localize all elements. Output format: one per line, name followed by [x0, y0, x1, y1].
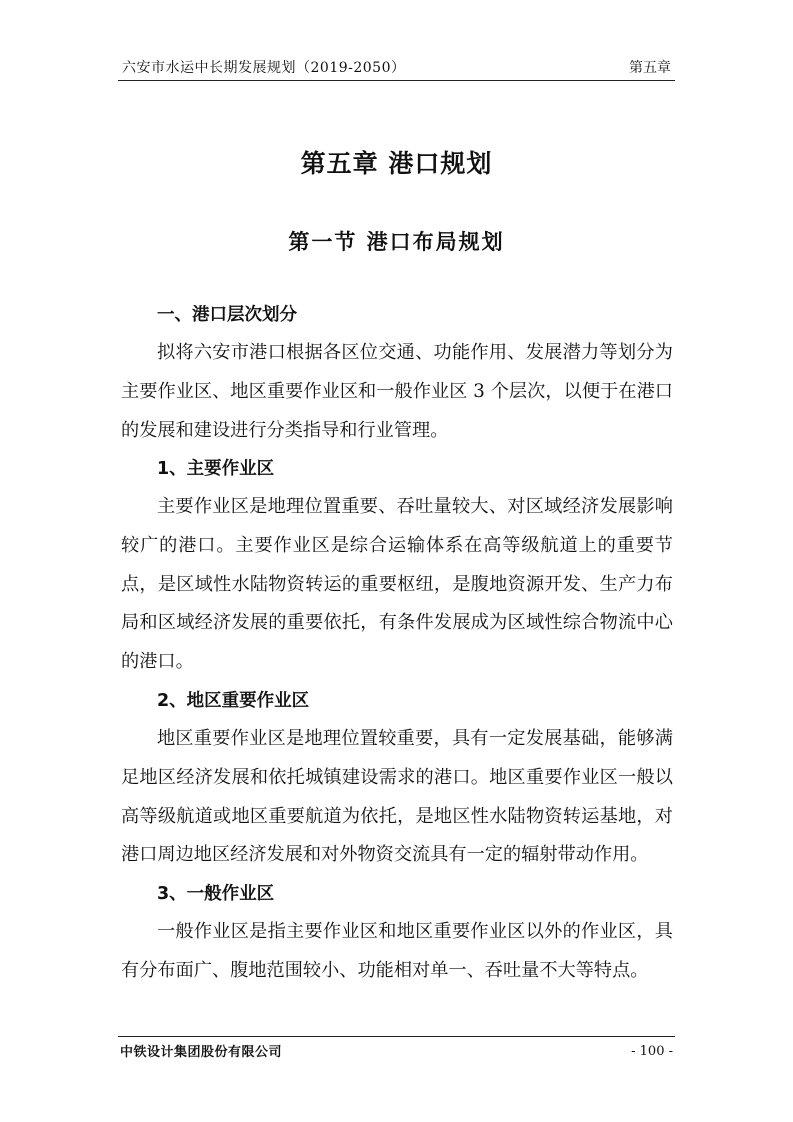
paragraph-regional-operation-area: 地区重要作业区是地理位置较重要，具有一定发展基础，能够满足地区经济发展和依托城镇建设需求的港口。地区重要作业区一般以高等级航道或地区重要航道为依托，是地区性水陆物资转运基地，对港口周边地区经济发展和对外物资交流具有一定的辐射带动作用。 — [121, 728, 673, 866]
document-body — [121, 296, 673, 991]
section-title: 第一节 港口布局规划 — [288, 229, 505, 254]
header-chapter-label: 第五章 — [629, 60, 671, 76]
heading-main-operation-area: 1、主要作业区 — [157, 459, 275, 479]
page-number: - 100 - — [631, 1044, 673, 1059]
paragraph-main-operation-area: 主要作业区是地理位置重要、吞吐量较大、对区域经济发展影响较广的港口。主要作业区是综合运输体系在高等级航道上的重要节点，是区域性水陆物资转运的重要枢纽，是腹地资源开发、生产力布局和区域经济发展的重要依托，有条件发展成为区域性综合物流中心的港口。 — [121, 496, 673, 673]
heading-port-hierarchy: 一、港口层次划分 — [157, 305, 297, 325]
paragraph-port-hierarchy: 拟将六安市港口根据各区位交通、功能作用、发展潜力等划分为主要作业区、地区重要作业区和一般作业区 3 个层次，以便于在港口的发展和建设进行分类指导和行业管理。 — [121, 342, 673, 441]
header-document-title: 六安市水运中长期发展规划（2019-2050） — [122, 60, 406, 76]
page-header — [118, 52, 675, 81]
heading-general-operation-area: 3、一般作业区 — [157, 884, 275, 904]
chapter-title: 第五章 港口规划 — [300, 149, 493, 178]
heading-regional-operation-area: 2、地区重要作业区 — [157, 691, 310, 711]
paragraph-general-operation-area: 一般作业区是指主要作业区和地区重要作业区以外的作业区，具有分布面广、腹地范围较小、功能相对单一、吞吐量不大等特点。 — [121, 921, 673, 981]
page-footer — [118, 1036, 675, 1067]
footer-company-name: 中铁设计集团股份有限公司 — [120, 1045, 283, 1060]
